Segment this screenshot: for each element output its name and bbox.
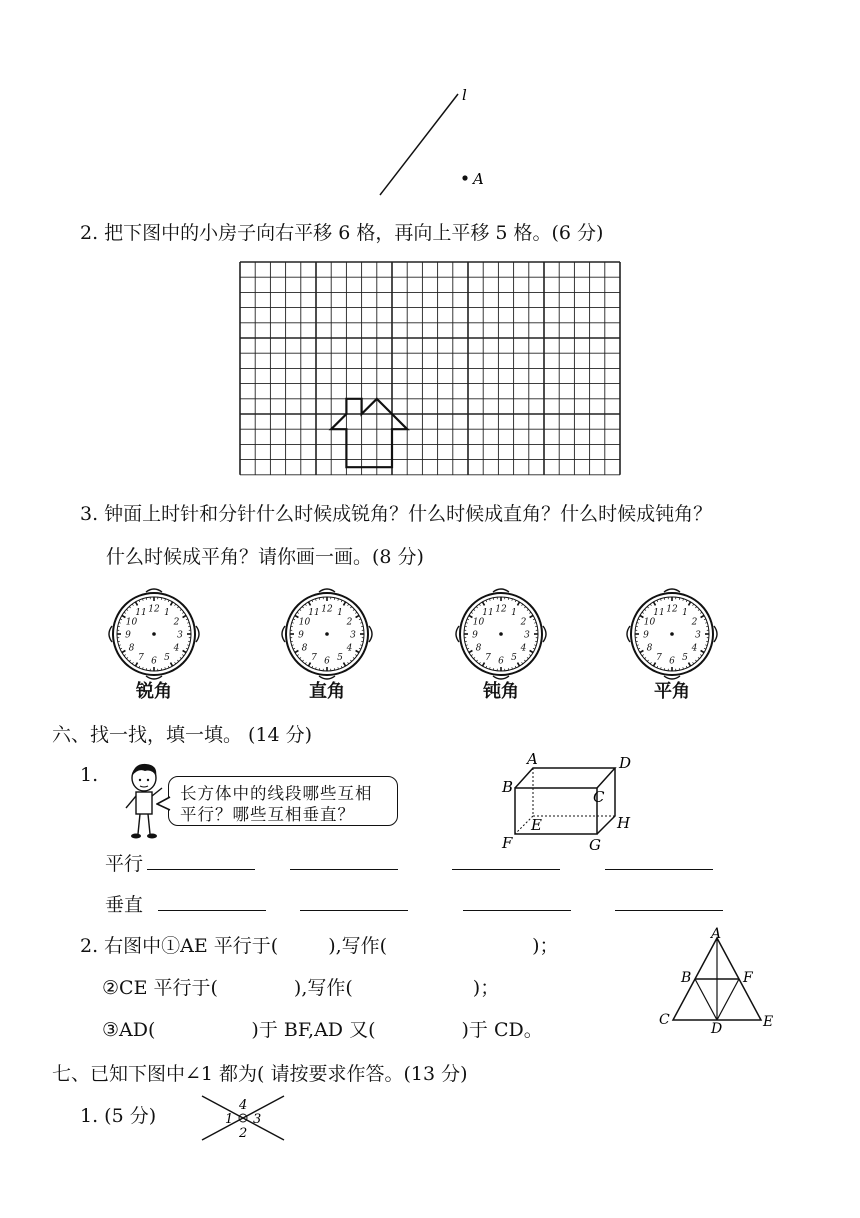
sec7-q1: 1. (5 分) xyxy=(80,1105,157,1127)
svg-text:3: 3 xyxy=(524,630,530,641)
sec6-q1-num: 1. xyxy=(80,764,99,786)
svg-text:12: 12 xyxy=(321,604,333,615)
sec7-title: 七、已知下图中∠1 都为( 请按要求作答。(13 分) xyxy=(52,1063,468,1085)
svg-text:5: 5 xyxy=(511,653,517,664)
point-a-label: A xyxy=(473,170,484,188)
svg-text:11: 11 xyxy=(135,607,147,618)
house-shape xyxy=(331,399,407,467)
clock-label-obtuse: 钝角 xyxy=(483,681,519,702)
clock-face-2[interactable] xyxy=(281,588,373,680)
svg-text:8: 8 xyxy=(475,643,482,654)
svg-text:10: 10 xyxy=(298,617,311,628)
svg-text:6: 6 xyxy=(669,656,675,667)
svg-text:7: 7 xyxy=(138,653,144,664)
svg-text:7: 7 xyxy=(485,653,491,664)
angle-label-1: 1 xyxy=(225,1112,234,1127)
svg-text:11: 11 xyxy=(653,607,665,618)
parallel-label: 平行 xyxy=(105,853,144,875)
angle-label-4: 4 xyxy=(239,1098,248,1113)
clock-label-straight: 平角 xyxy=(654,681,690,702)
bubble-line2: 平行？哪些互相垂直？ xyxy=(180,805,355,824)
svg-text:5: 5 xyxy=(337,653,343,664)
tri-label-c: C xyxy=(659,1012,670,1028)
tri-label-e: E xyxy=(763,1014,774,1030)
svg-text:3: 3 xyxy=(350,630,356,641)
cuboid-label-g: G xyxy=(589,836,601,854)
svg-text:4: 4 xyxy=(346,643,353,654)
svg-text:6: 6 xyxy=(324,656,330,667)
translation-grid xyxy=(238,260,622,482)
svg-text:12: 12 xyxy=(495,604,507,615)
sec6-q2-line1: 2. 右图中①AE 平行于( ),写作( )； xyxy=(80,935,559,957)
svg-text:5: 5 xyxy=(164,653,170,664)
q2-text: 2. 把下图中的小房子向右平移 6 格，再向上平移 5 格。(6 分) xyxy=(80,222,604,244)
clock-label-acute: 锐角 xyxy=(136,681,172,702)
svg-text:11: 11 xyxy=(482,607,494,618)
cuboid-figure xyxy=(495,748,635,858)
svg-text:9: 9 xyxy=(643,630,649,641)
svg-text:4: 4 xyxy=(520,643,527,654)
svg-text:2: 2 xyxy=(691,617,698,628)
speech-bubble-tail xyxy=(156,796,172,812)
cuboid-label-c: C xyxy=(593,788,605,806)
svg-text:9: 9 xyxy=(125,630,131,641)
cuboid-label-e: E xyxy=(531,816,542,834)
perpendicular-label: 垂直 xyxy=(105,894,144,916)
perp-blank-2[interactable] xyxy=(300,909,408,911)
svg-text:2: 2 xyxy=(520,617,527,628)
angle-label-3: 3 xyxy=(253,1112,262,1127)
svg-text:4: 4 xyxy=(691,643,698,654)
parallel-blank-4[interactable] xyxy=(605,868,713,870)
svg-text:6: 6 xyxy=(498,656,504,667)
svg-text:8: 8 xyxy=(128,643,135,654)
svg-text:12: 12 xyxy=(148,604,160,615)
svg-text:2: 2 xyxy=(346,617,353,628)
angle-label-2: 2 xyxy=(239,1126,248,1141)
perp-blank-1[interactable] xyxy=(158,909,266,911)
intersecting-lines-figure xyxy=(198,1092,290,1144)
sec6-q2-line2: ②CE 平行于( ),写作( )； xyxy=(102,977,500,999)
parallel-blank-3[interactable] xyxy=(452,868,560,870)
parallel-blank-1[interactable] xyxy=(147,868,255,870)
svg-text:10: 10 xyxy=(125,617,138,628)
sec6-q2-line3: ③AD( )于 BF,AD 又( )于 CD。 xyxy=(102,1019,543,1041)
svg-text:9: 9 xyxy=(472,630,478,641)
svg-text:10: 10 xyxy=(472,617,485,628)
cuboid-label-b: B xyxy=(502,778,514,796)
clock-face-3[interactable] xyxy=(455,588,547,680)
svg-text:7: 7 xyxy=(311,653,317,664)
q3-line2: 什么时候成平角？请你画一画。(8 分) xyxy=(106,546,424,568)
svg-text:8: 8 xyxy=(646,643,653,654)
svg-text:12: 12 xyxy=(666,604,678,615)
svg-text:9: 9 xyxy=(298,630,304,641)
parallel-blank-2[interactable] xyxy=(290,868,398,870)
svg-text:8: 8 xyxy=(301,643,308,654)
svg-text:4: 4 xyxy=(173,643,180,654)
svg-text:1: 1 xyxy=(164,607,170,618)
svg-text:1: 1 xyxy=(682,607,688,618)
svg-text:1: 1 xyxy=(511,607,517,618)
cuboid-label-a: A xyxy=(527,750,538,768)
cuboid-label-h: H xyxy=(617,814,631,832)
clock-label-right: 直角 xyxy=(309,681,345,702)
perp-blank-3[interactable] xyxy=(463,909,571,911)
clock-face-4[interactable] xyxy=(626,588,718,680)
svg-text:6: 6 xyxy=(151,656,157,667)
svg-text:2: 2 xyxy=(173,617,180,628)
bubble-line1: 长方体中的线段哪些互相 xyxy=(180,784,373,803)
svg-text:5: 5 xyxy=(682,653,688,664)
perp-blank-4[interactable] xyxy=(615,909,723,911)
cuboid-label-f: F xyxy=(502,834,513,852)
svg-text:1: 1 xyxy=(337,607,343,618)
svg-text:3: 3 xyxy=(695,630,701,641)
sec6-title: 六、找一找，填一填。 (14 分) xyxy=(52,724,313,746)
line-l-figure xyxy=(370,80,500,200)
svg-text:10: 10 xyxy=(643,617,656,628)
cuboid-label-d: D xyxy=(619,754,632,772)
q3-line1: 3. 钟面上时针和分针什么时候成锐角？什么时候成直角？什么时候成钝角？ xyxy=(80,503,713,525)
triangle-figure xyxy=(655,926,780,1034)
line-l-label: l xyxy=(462,86,467,104)
clock-face-1[interactable] xyxy=(108,588,200,680)
tri-label-f: F xyxy=(743,970,753,986)
svg-text:11: 11 xyxy=(308,607,320,618)
tri-label-d: D xyxy=(711,1021,723,1034)
svg-text:7: 7 xyxy=(656,653,662,664)
tri-label-a: A xyxy=(711,926,722,942)
tri-label-b: B xyxy=(681,970,692,986)
svg-text:3: 3 xyxy=(177,630,183,641)
